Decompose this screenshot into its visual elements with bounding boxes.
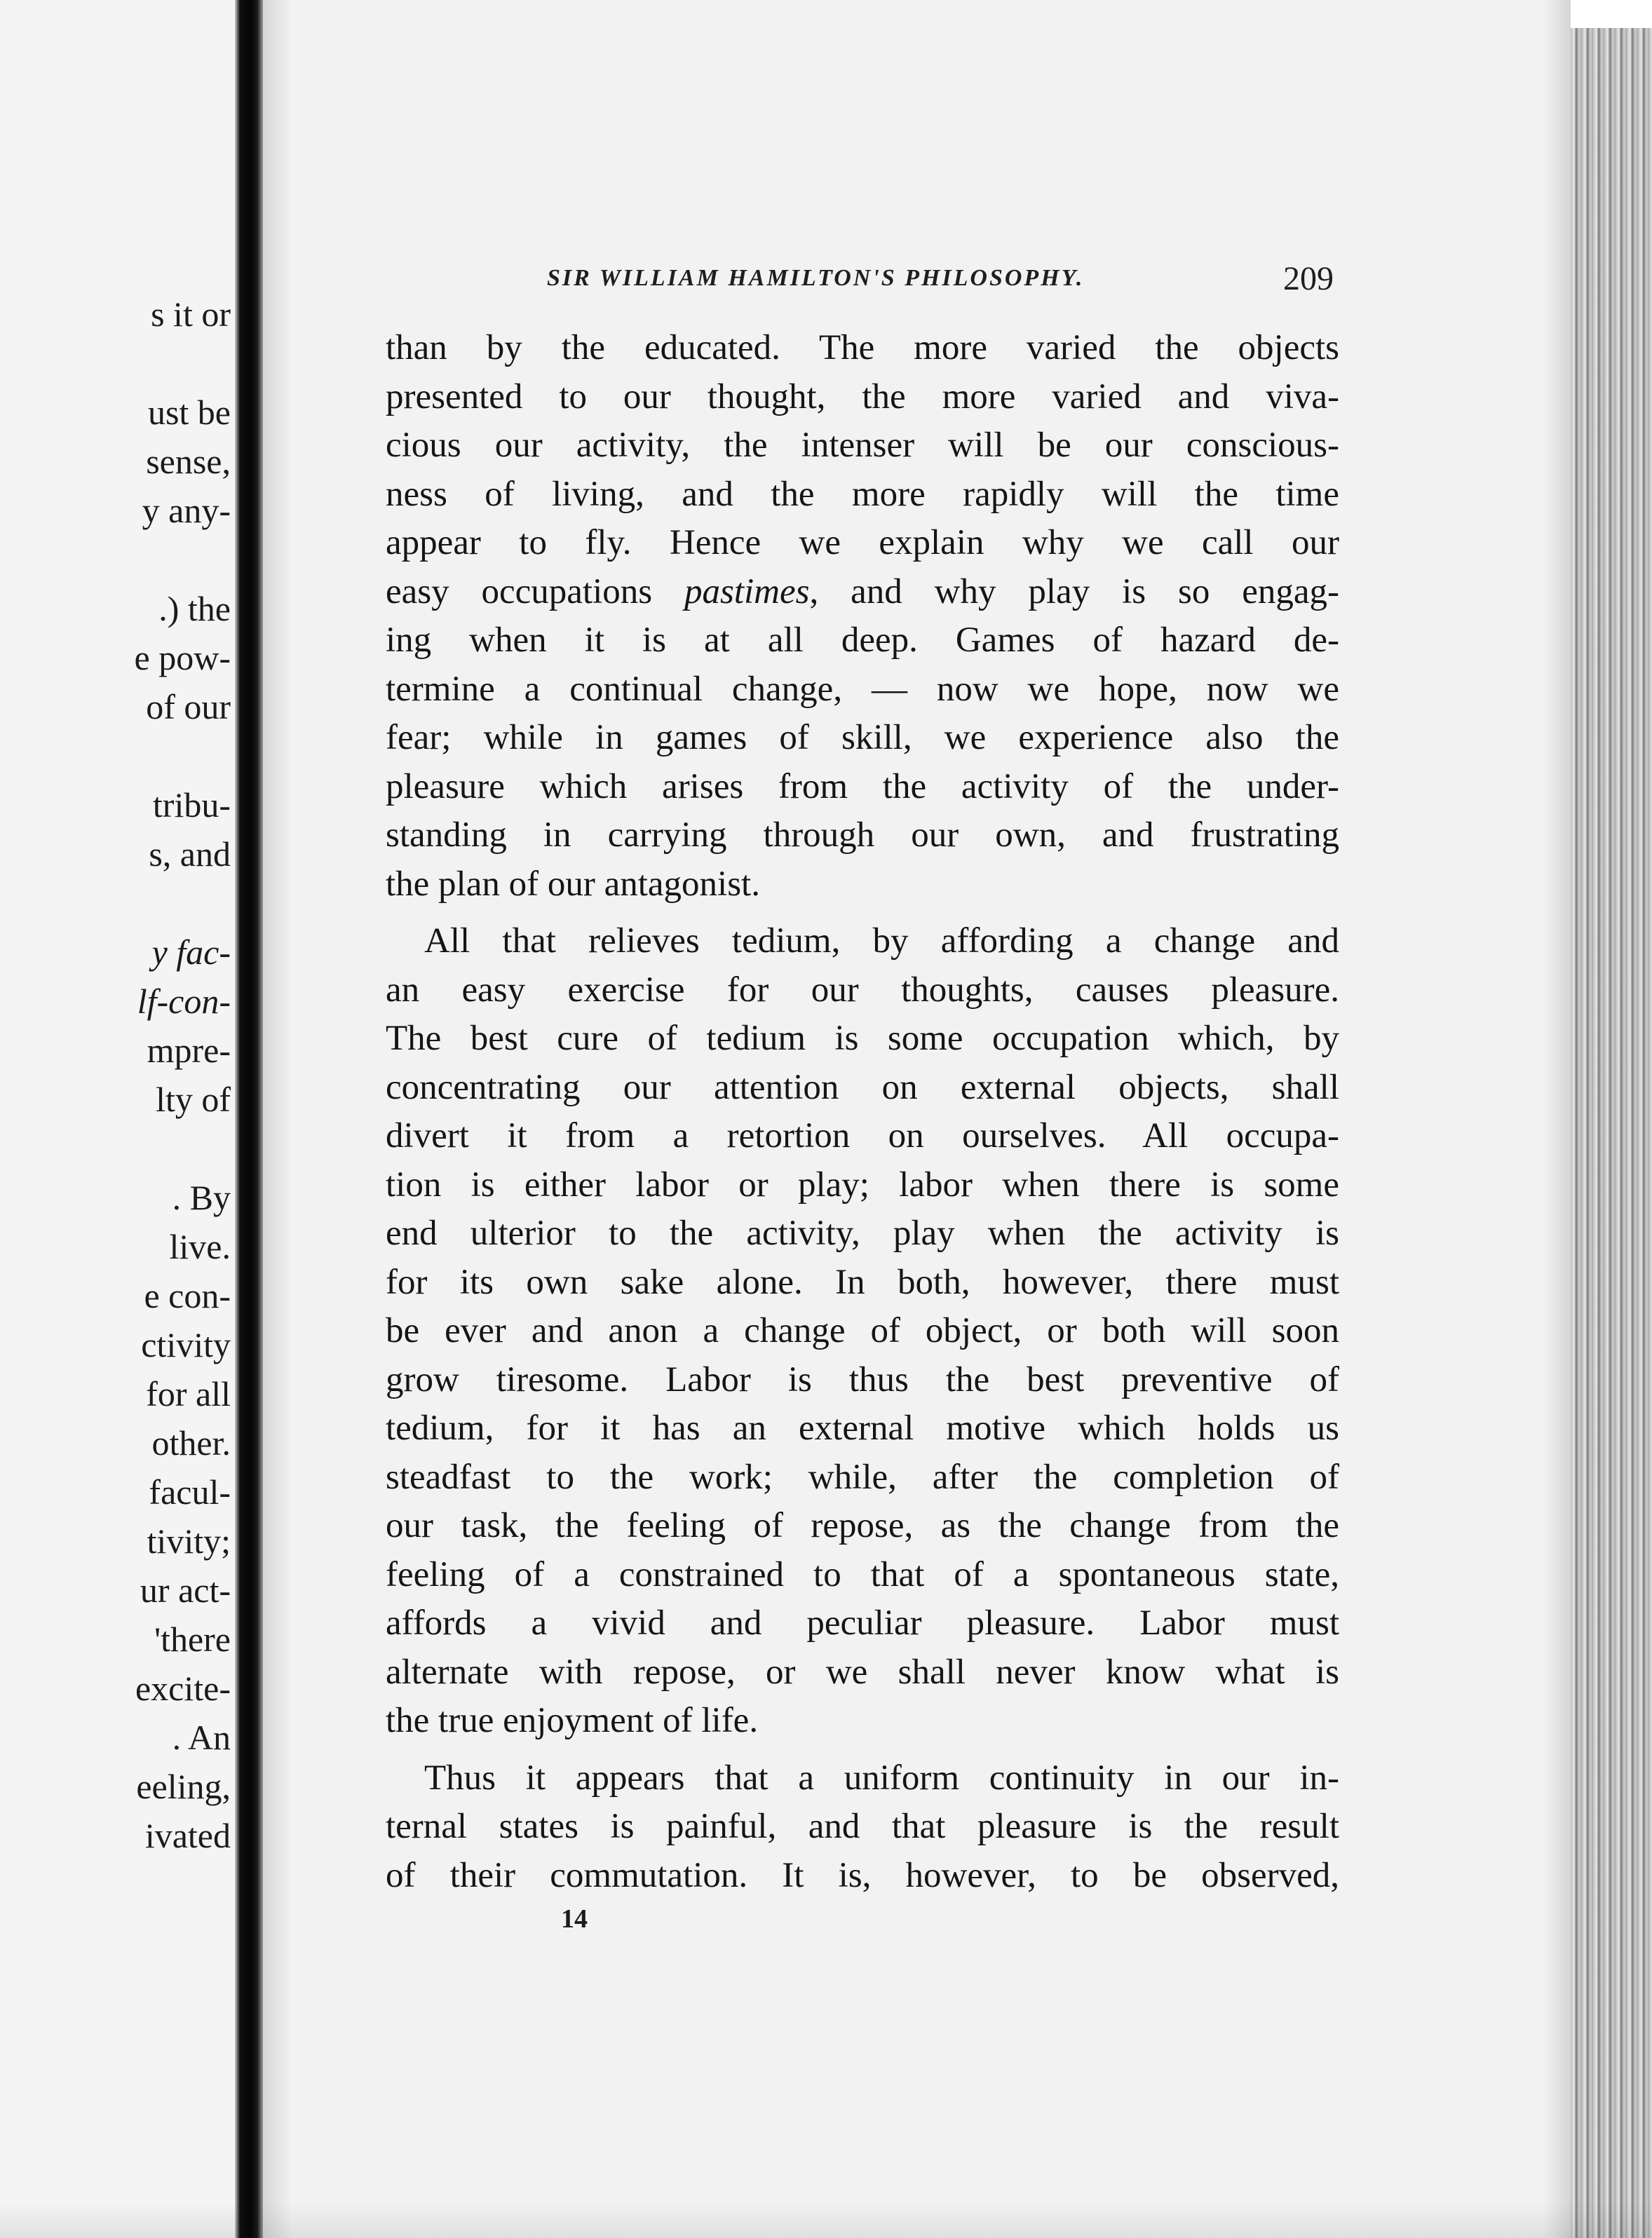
left-page-fragment: mpre- — [147, 1031, 231, 1070]
text-line: cious our activity, the intenser will be our conscious- — [386, 426, 1339, 465]
paragraph-gap — [386, 1746, 1339, 1754]
text-line: be ever and anon a change of object, or both will soon — [386, 1311, 1339, 1350]
left-page-fragment: s, and — [149, 834, 231, 874]
text-line: concentrating our attention on external objects, shall — [386, 1067, 1339, 1107]
body-text — [386, 324, 1339, 1900]
left-page-fragment: tribu- — [152, 785, 231, 825]
page-number: 209 — [1283, 260, 1334, 297]
left-page-fragment: ctivity — [141, 1325, 231, 1364]
left-page-fragment: . An — [172, 1718, 231, 1757]
text-line: the plan of our antagonist. — [386, 864, 760, 904]
text-line: of their commutation. It is, however, to be observed, — [386, 1855, 1339, 1895]
left-page-fragment: excite- — [135, 1669, 231, 1708]
left-page-fragment: ust be — [147, 393, 231, 432]
text-line: tedium, for it has an external motive which holds us — [386, 1409, 1339, 1448]
left-page-fragment: facul- — [149, 1472, 231, 1512]
left-page-fragment: tivity; — [147, 1521, 231, 1561]
text-line: Thus it appears that a uniform continuity in our in- — [424, 1758, 1339, 1798]
left-page-fragment: .) the — [158, 589, 231, 628]
text-line: fear; while in games of skill, we experience also the — [386, 718, 1339, 757]
text-line: ternal states is painful, and that pleasure is the result — [386, 1807, 1339, 1846]
left-page-fragment: 'there — [154, 1620, 231, 1659]
left-page-fragment: y fac- — [151, 932, 231, 972]
text-line: feeling of a constrained to that of a spontaneous state, — [386, 1554, 1339, 1594]
text-run: easy occupations — [386, 571, 684, 611]
left-page-fragment: lty of — [156, 1080, 231, 1119]
left-page-fragment: for all — [146, 1374, 231, 1413]
left-page-fragment: s it or — [151, 294, 231, 334]
text-line: All that relieves tedium, by affording a change and — [424, 921, 1339, 961]
text-line: termine a continual change, — now we hope, now we — [386, 669, 1339, 709]
page-edge-shadow — [1543, 0, 1571, 2238]
left-page-fragment: eeling, — [136, 1767, 231, 1806]
bottom-shadow — [0, 2202, 1652, 2238]
facing-page-left — [0, 0, 235, 2238]
text-line: appear to fly. Hence we explain why we call our — [386, 523, 1339, 562]
text-line: end ulterior to the activity, play when the activity is — [386, 1214, 1339, 1253]
left-page-fragment: y any- — [142, 491, 231, 530]
paragraph-gap — [386, 909, 1339, 917]
text-line: the true enjoyment of life. — [386, 1701, 759, 1740]
text-line: an easy exercise for our thoughts, causes pleasure. — [386, 970, 1339, 1010]
text-line: steadfast to the work; while, after the completion of — [386, 1457, 1339, 1497]
book-gutter — [235, 0, 263, 2238]
left-page-fragment: sense, — [146, 442, 231, 481]
text-line: pleasure which arises from the activity of the under- — [386, 766, 1339, 806]
left-page-fragment: live. — [169, 1227, 231, 1266]
left-page-fragment: e con- — [144, 1276, 231, 1315]
text-line: standing in carrying through our own, and frustrating — [386, 815, 1339, 855]
left-page-fragment: e pow- — [134, 638, 231, 677]
text-line: for its own sake alone. In both, however, there must — [386, 1262, 1339, 1302]
left-page-fragment: . By — [172, 1178, 231, 1217]
signature-mark: 14 — [561, 1904, 588, 1934]
text-line: grow tiresome. Labor is thus the best preventive of — [386, 1359, 1339, 1399]
left-page-fragment: ivated — [144, 1816, 231, 1855]
italic-term: pastimes — [684, 571, 810, 611]
text-line: ing when it is at all deep. Games of hazard de- — [386, 620, 1339, 660]
left-page-fragment: of our — [146, 687, 231, 726]
left-page-fragment: ur act- — [140, 1571, 231, 1610]
text-line — [386, 568, 1339, 617]
text-line: The best cure of tedium is some occupation which, by — [386, 1019, 1339, 1058]
text-line: our task, the feeling of repose, as the change from the — [386, 1506, 1339, 1545]
text-line: alternate with repose, or we shall never know what is — [386, 1652, 1339, 1692]
text-line: than by the educated. The more varied the objects — [386, 328, 1339, 367]
text-line: ness of living, and the more rapidly will the time — [386, 474, 1339, 514]
text-line: presented to our thought, the more varied and viva- — [386, 377, 1339, 416]
left-page-fragment: lf-con- — [137, 982, 231, 1021]
gutter-shadow — [263, 0, 291, 2238]
text-run: , and why play is so engag- — [809, 571, 1339, 611]
text-line: affords a vivid and peculiar pleasure. Labor must — [386, 1603, 1339, 1643]
left-page-fragment: other. — [151, 1423, 231, 1463]
text-line: divert it from a retortion on ourselves. All occupa- — [386, 1116, 1339, 1155]
running-head: SIR WILLIAM HAMILTON'S PHILOSOPHY. — [547, 265, 1085, 291]
text-line: tion is either labor or play; labor when there is some — [386, 1165, 1339, 1205]
page-stack-edge — [1571, 28, 1652, 2238]
